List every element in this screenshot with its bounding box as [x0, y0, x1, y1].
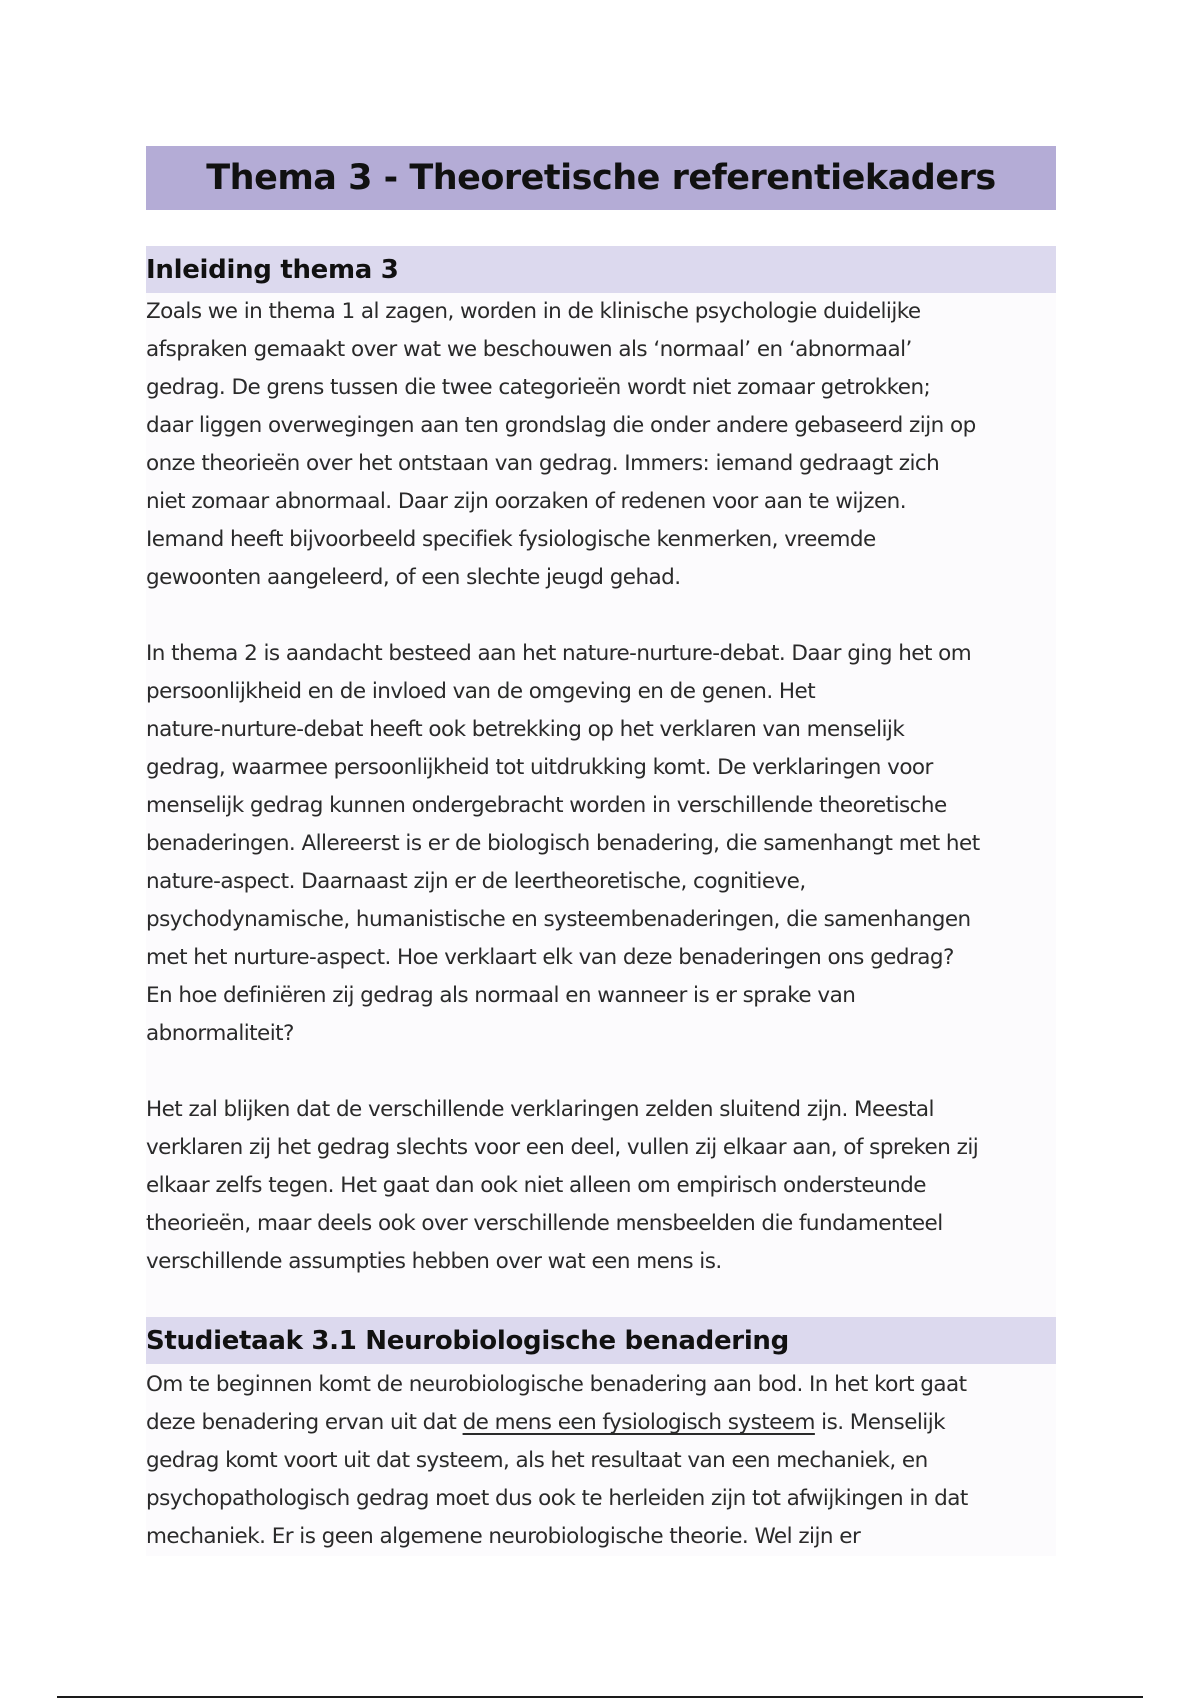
text-line-segment: deze benadering ervan uit dat: [146, 1410, 463, 1435]
text-line: verklaren zij het gedrag slechts voor een deel, vullen zij elkaar aan, of spreken zij: [146, 1135, 979, 1160]
text-line-segment: is. Menselijk: [814, 1410, 946, 1435]
paragraph: [146, 635, 1056, 1053]
text-line: mechaniek. Er is geen algemene neurobiologische theorie. Wel zijn er: [146, 1524, 861, 1549]
underlined-phrase: de mens een fysiologisch systeem: [462, 1410, 815, 1435]
title-banner: [146, 146, 1056, 210]
page-bottom-rule: [57, 1696, 1143, 1698]
text-line: In thema 2 is aandacht besteed aan het nature-nurture-debat. Daar ging het om: [146, 641, 972, 666]
section-heading: Inleiding thema 3: [146, 254, 399, 285]
section-heading-bar: [146, 246, 1056, 293]
paragraph: [146, 1366, 1056, 1556]
text-line: gedrag. De grens tussen die twee categorieën wordt niet zomaar getrokken;: [146, 375, 931, 400]
paragraph-spacer: [146, 597, 1056, 635]
text-line: gewoonten aangeleerd, of een slechte jeugd gehad.: [146, 565, 681, 590]
text-line: persoonlijkheid en de invloed van de omgeving en de genen. Het: [146, 679, 816, 704]
text-line: met het nurture-aspect. Hoe verklaart elk van deze benaderingen ons gedrag?: [146, 945, 954, 970]
text-line: abnormaliteit?: [146, 1021, 294, 1046]
paragraph-spacer: [146, 1053, 1056, 1091]
paragraph: [146, 293, 1056, 597]
text-line: Iemand heeft bijvoorbeeld specifiek fysiologische kenmerken, vreemde: [146, 527, 876, 552]
text-line: verschillende assumpties hebben over wat een mens is.: [146, 1249, 722, 1274]
text-line: gedrag, waarmee persoonlijkheid tot uitdrukking komt. De verklaringen voor: [146, 755, 933, 780]
paragraph: [146, 1091, 1056, 1281]
text-line: nature-nurture-debat heeft ook betrekking op het verklaren van menselijk: [146, 717, 905, 742]
text-line: En hoe definiëren zij gedrag als normaal en wanneer is er sprake van: [146, 983, 856, 1008]
section-body: [146, 293, 1056, 1317]
text-line: psychopathologisch gedrag moet dus ook te herleiden zijn tot afwijkingen in dat: [146, 1486, 968, 1511]
text-line: afspraken gemaakt over wat we beschouwen als ‘normaal’ en ‘abnormaal’: [146, 337, 912, 362]
section-heading: Studietaak 3.1 Neurobiologische benadering: [146, 1325, 789, 1356]
section-body: [146, 1364, 1056, 1556]
text-line: benaderingen. Allereerst is er de biologisch benadering, die samenhangt met het: [146, 831, 980, 856]
text-line: niet zomaar abnormaal. Daar zijn oorzaken of redenen voor aan te wijzen.: [146, 489, 907, 514]
page-content: [146, 146, 1056, 1556]
text-line: Om te beginnen komt de neurobiologische benadering aan bod. In het kort gaat: [146, 1372, 967, 1397]
document-title: Thema 3 - Theoretische referentiekaders: [206, 158, 996, 198]
text-line: daar liggen overwegingen aan ten grondslag die onder andere gebaseerd zijn op: [146, 413, 976, 438]
section-inleiding: [146, 246, 1056, 1317]
text-line: gedrag komt voort uit dat systeem, als het resultaat van een mechaniek, en: [146, 1448, 928, 1473]
text-line: menselijk gedrag kunnen ondergebracht worden in verschillende theoretische: [146, 793, 947, 818]
text-line: Zoals we in thema 1 al zagen, worden in de klinische psychologie duidelijke: [146, 299, 921, 324]
text-line: psychodynamische, humanistische en systeembenaderingen, die samenhangen: [146, 907, 971, 932]
text-line: theorieën, maar deels ook over verschillende mensbeelden die fundamenteel: [146, 1211, 943, 1236]
text-line: Het zal blijken dat de verschillende verklaringen zelden sluitend zijn. Meestal: [146, 1097, 934, 1122]
text-line: elkaar zelfs tegen. Het gaat dan ook niet alleen om empirisch ondersteunde: [146, 1173, 926, 1198]
text-line: onze theorieën over het ontstaan van gedrag. Immers: iemand gedraagt zich: [146, 451, 940, 476]
section-studietaak-3-1: [146, 1317, 1056, 1556]
section-heading-bar: [146, 1317, 1056, 1364]
text-line: nature-aspect. Daarnaast zijn er de leertheoretische, cognitieve,: [146, 869, 806, 894]
